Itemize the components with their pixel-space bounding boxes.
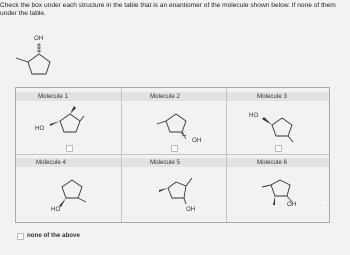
molecule-1-structure xyxy=(54,108,88,142)
molecule-4-label: Molecule 4 xyxy=(36,159,66,166)
molecule-4-structure xyxy=(56,176,90,210)
molecule-6-label: Molecule 6 xyxy=(257,159,287,166)
row-divider xyxy=(16,154,329,155)
molecule-2-checkbox[interactable] xyxy=(171,145,178,152)
reference-molecule xyxy=(20,40,60,80)
cursor-dot xyxy=(322,201,325,204)
none-of-the-above-label: none of the above xyxy=(27,232,80,239)
molecule-3-checkbox[interactable] xyxy=(275,145,282,152)
none-of-the-above-checkbox[interactable] xyxy=(17,233,24,240)
col-divider-1 xyxy=(121,88,122,222)
molecule-2-oh-label: OH xyxy=(192,137,202,144)
reference-oh-label: OH xyxy=(34,35,44,42)
molecule-3-ho-label: HO xyxy=(249,112,259,119)
col-divider-2 xyxy=(226,88,227,222)
molecule-2-label: Molecule 2 xyxy=(150,93,180,100)
molecule-2-structure xyxy=(160,108,194,142)
molecule-table xyxy=(15,87,330,223)
question-text xyxy=(0,2,350,18)
molecule-5-label: Molecule 5 xyxy=(150,159,180,166)
question-line-2: under the table. xyxy=(0,10,46,17)
question-line-1: Check the box under each structure in the table that is an enantiomer of the molecule shown below. If none of them xyxy=(0,2,336,9)
molecule-6-oh-label: OH xyxy=(287,201,297,208)
molecule-1-checkbox[interactable] xyxy=(66,145,73,152)
molecule-3-label: Molecule 3 xyxy=(257,93,287,100)
molecule-1-ho-label: HO xyxy=(35,125,45,132)
molecule-4-ho-label: HO xyxy=(51,206,61,213)
molecule-5-oh-label: OH xyxy=(186,206,196,213)
molecule-1-label: Molecule 1 xyxy=(38,93,68,100)
molecule-5-structure xyxy=(162,176,198,210)
molecule-6-structure xyxy=(266,174,300,214)
molecule-3-structure xyxy=(266,110,300,146)
